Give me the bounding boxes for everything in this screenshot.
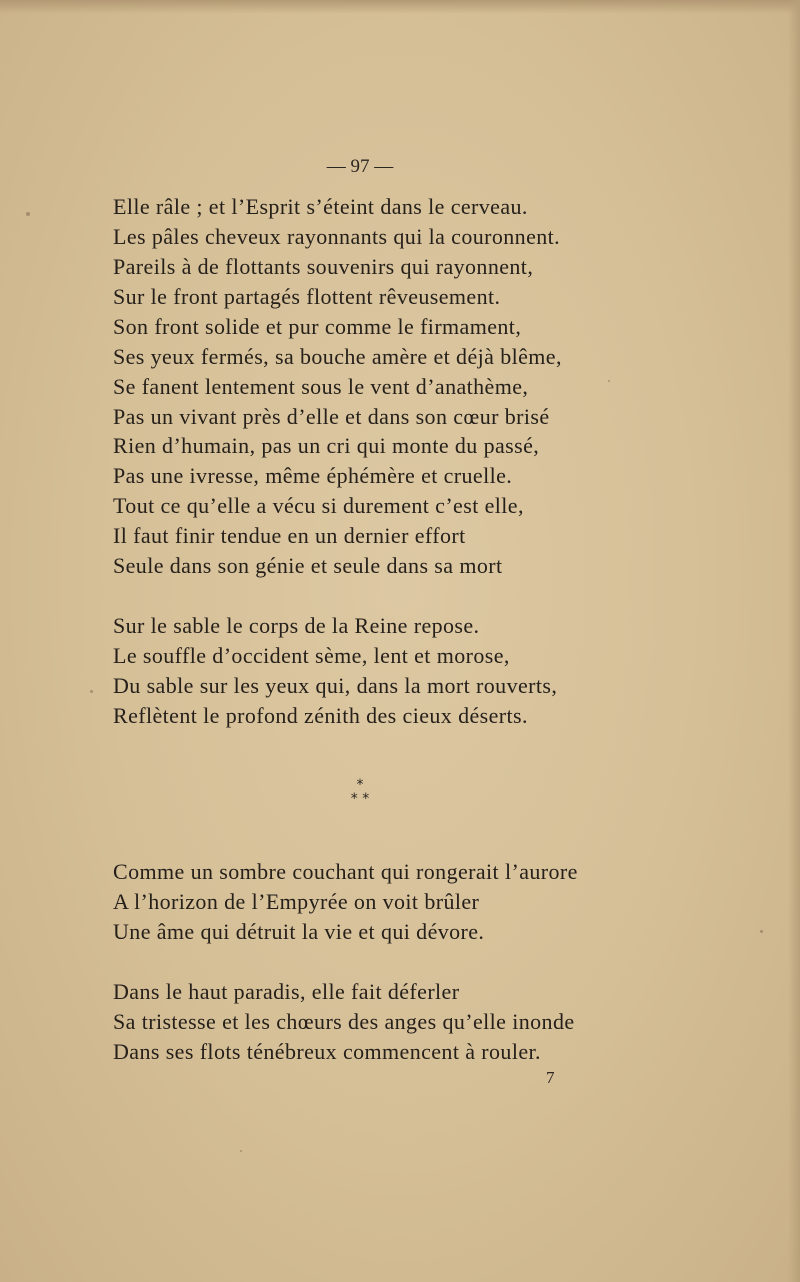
asterism-separator — [340, 778, 380, 806]
page-number: — 97 — — [326, 156, 394, 177]
verse-line: Reflètent le profond zénith des cieux déserts. — [113, 703, 528, 728]
verse-line: Les pâles cheveux rayonnants qui la couronnent. — [113, 224, 561, 249]
verse-line: Il faut finir tendue en un dernier effort — [113, 523, 466, 548]
paper-speck — [26, 212, 30, 216]
verse-line: Pas un vivant près d’elle et dans son cœur brisé — [113, 404, 550, 429]
verse-line: Sur le sable le corps de la Reine repose. — [113, 613, 480, 638]
verse-line: Comme un sombre couchant qui rongerait l’aurore — [113, 859, 578, 884]
asterism-bottom: * * — [350, 791, 370, 807]
verse-line: Dans ses flots ténébreux commencent à rouler. — [113, 1039, 541, 1064]
verse-line: A l’horizon de l’Empyrée on voit brûler — [113, 889, 480, 914]
asterism-top: * — [356, 777, 364, 793]
verse-line: Son front solide et pur comme le firmament, — [113, 314, 522, 339]
verse-line: Dans le haut paradis, elle fait déferler — [113, 979, 460, 1004]
verse-line: Pas une ivresse, même éphémère et cruelle. — [113, 463, 513, 488]
paper-speck — [240, 1150, 242, 1152]
paper-speck — [90, 690, 93, 693]
signature-mark: 7 — [546, 1068, 555, 1087]
verse-line: Une âme qui détruit la vie et qui dévore. — [113, 919, 485, 944]
page-right-shadow — [788, 0, 800, 1282]
paper-speck — [608, 380, 610, 382]
page-top-shadow — [0, 0, 800, 14]
verse-line: Ses yeux fermés, sa bouche amère et déjà blême, — [113, 344, 562, 369]
verse-line: Se fanent lentement sous le vent d’anathème, — [113, 374, 529, 399]
verse-line: Sur le front partagés flottent rêveusement. — [113, 284, 501, 309]
verse-line: Pareils à de flottants souvenirs qui rayonnent, — [113, 254, 534, 279]
verse-line: Tout ce qu’elle a vécu si durement c’est elle, — [113, 493, 524, 518]
verse-line: Seule dans son génie et seule dans sa mort — [113, 553, 503, 578]
verse-line: Sa tristesse et les chœurs des anges qu’elle inonde — [113, 1009, 575, 1034]
paper-speck — [760, 930, 763, 933]
verse-line: Le souffle d’occident sème, lent et morose, — [113, 643, 510, 668]
verse-line: Elle râle ; et l’Esprit s’éteint dans le cerveau. — [113, 194, 528, 219]
verse-line: Du sable sur les yeux qui, dans la mort rouverts, — [113, 673, 558, 698]
verse-line: Rien d’humain, pas un cri qui monte du passé, — [113, 433, 540, 458]
